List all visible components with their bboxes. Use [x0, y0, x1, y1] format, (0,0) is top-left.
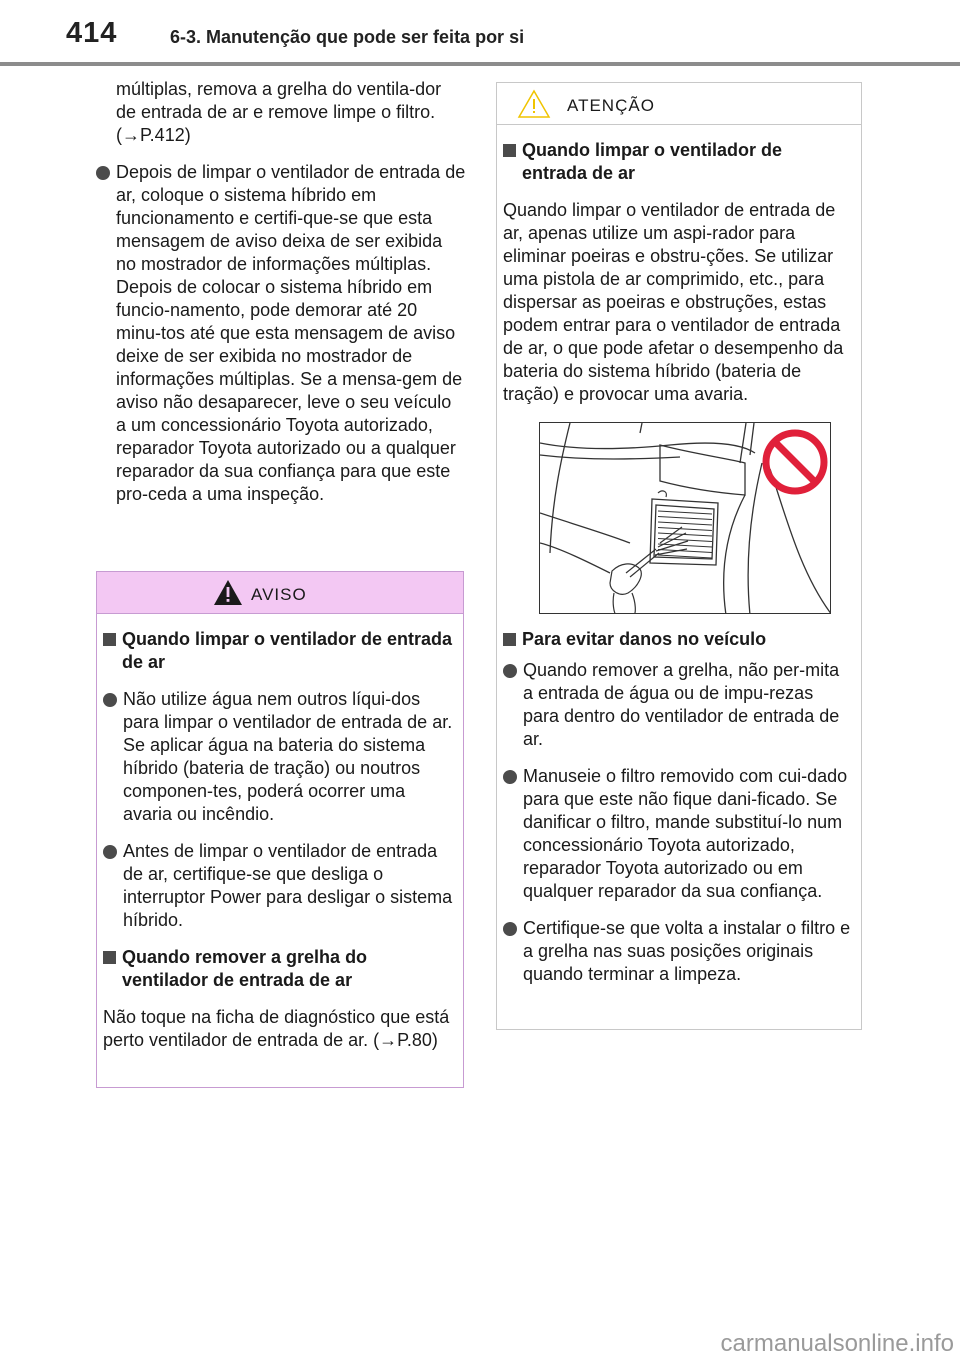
square-bullet-icon [503, 633, 516, 646]
aviso-box [96, 571, 464, 1088]
section-title: 6-3. Manutenção que pode ser feita por si [170, 27, 525, 47]
bullet-text: Manuseie o filtro removido com cui-dado para que este não fique dani-ficado. Se danificar o filtro, mande substituí-lo num concessionário Toyota autorizado, reparador Toyota autorizado ou em qualquer reparador da sua confiança. [523, 766, 848, 901]
bullet-dot-icon [503, 664, 517, 678]
heading-text: Para evitar danos no veículo [522, 629, 767, 649]
list-item [503, 917, 851, 986]
square-bullet-icon [503, 144, 516, 157]
prohibition-icon [762, 429, 828, 495]
aviso-heading-1 [103, 628, 453, 674]
bullet-text: Depois de limpar o ventilador de entrada de ar, coloque o sistema híbrido em funcionamento e certifi-que-se que esta mensagem de aviso deixa de ser exibida no mostrador de informações múltiplas. Depois de colocar o sistema híbrido em funcio-namento, pode demorar até 20 minu-tos até que esta mensagem de aviso deixe de ser exibida no mostrador de informações múltiplas. Se a mensa-gem de aviso não desaparecer, leve o seu veículo a um concessionário Toyota autorizado, reparador Toyota autorizado ou a qualquer reparador da sua confiança para que este pro-ceda a uma inspeção. [116, 162, 466, 504]
heading-text: Quando remover a grelha do ventilador de entrada de ar [122, 947, 368, 990]
list-item [103, 688, 453, 826]
atencao-heading-2 [503, 628, 851, 651]
page-header [0, 0, 960, 48]
caution-triangle-icon [517, 89, 551, 119]
square-bullet-icon [103, 633, 116, 646]
grille-slat [658, 528, 712, 531]
atencao-paragraph: Quando limpar o ventilador de entrada de ar, apenas utilize um aspi-rador para eliminar poeiras e obstru-ções. Se utilizar uma pistola de ar comprimido, etc., para dispersar as poeiras e obstruções, estas podem entrar para o ventilador de entrada de ar, o que pode afetar o desempenho da bateria do sistema híbrido (bateria de tração) e provocar uma avaria. [503, 200, 844, 404]
grille-slat [658, 544, 712, 547]
grille-slat [658, 511, 712, 514]
bullet-dot-icon [103, 693, 117, 707]
watermark-text[interactable]: carmanualsonline.info [720, 1330, 954, 1357]
continued-paragraph: múltiplas, remova a grelha do ventila-dor de entrada de ar e remove limpe o filtro. (→P.412) [116, 79, 442, 145]
bullet-dot-icon [503, 770, 517, 784]
square-bullet-icon [103, 951, 116, 964]
aviso-label: AVISO [251, 585, 307, 604]
bullet-dot-icon [503, 922, 517, 936]
aviso-heading-2 [103, 946, 453, 992]
bullet-text: Não utilize água nem outros líqui-dos para limpar o ventilador de entrada de ar. Se aplicar água na bateria do sistema híbrido (bateria de tração) ou noutros componen-tes, poderá ocorrer uma avaria ou incêndio. [123, 689, 453, 824]
left-column [96, 78, 466, 506]
atencao-header [497, 83, 861, 125]
header-divider [0, 62, 960, 66]
bullet-text: Quando remover a grelha, não per-mita a entrada de água ou de impu-rezas para dentro do ventilador de entrada de ar. [523, 660, 840, 749]
page-number: 414 [66, 17, 118, 49]
heading-text: Quando limpar o ventilador de entrada de ar [122, 629, 453, 672]
list-item [503, 765, 851, 903]
list-item [96, 161, 466, 506]
heading-text: Quando limpar o ventilador de entrada de ar [522, 140, 783, 183]
aviso-header [97, 572, 463, 614]
list-item [503, 659, 851, 751]
atencao-label: ATENÇÃO [567, 96, 655, 115]
bullet-dot-icon [103, 845, 117, 859]
bullet-text: Antes de limpar o ventilador de entrada de ar, certifique-se que desliga o interruptor Power para desligar o sistema híbrido. [123, 841, 453, 930]
air-intake-cleaning-illustration [539, 422, 831, 614]
atencao-box [496, 82, 862, 1030]
list-item [103, 840, 453, 932]
bullet-text: Certifique-se que volta a instalar o filtro e a grelha nas suas posições originais quando terminar a limpeza. [523, 918, 851, 984]
warning-triangle-icon [213, 579, 243, 606]
bullet-dot-icon [96, 166, 110, 180]
grille-slat [658, 517, 712, 520]
atencao-heading-1 [503, 139, 851, 185]
aviso-paragraph: Não toque na ficha de diagnóstico que está perto ventilador de entrada de ar. (→P.80) [103, 1007, 450, 1050]
grille-slat [658, 522, 712, 525]
